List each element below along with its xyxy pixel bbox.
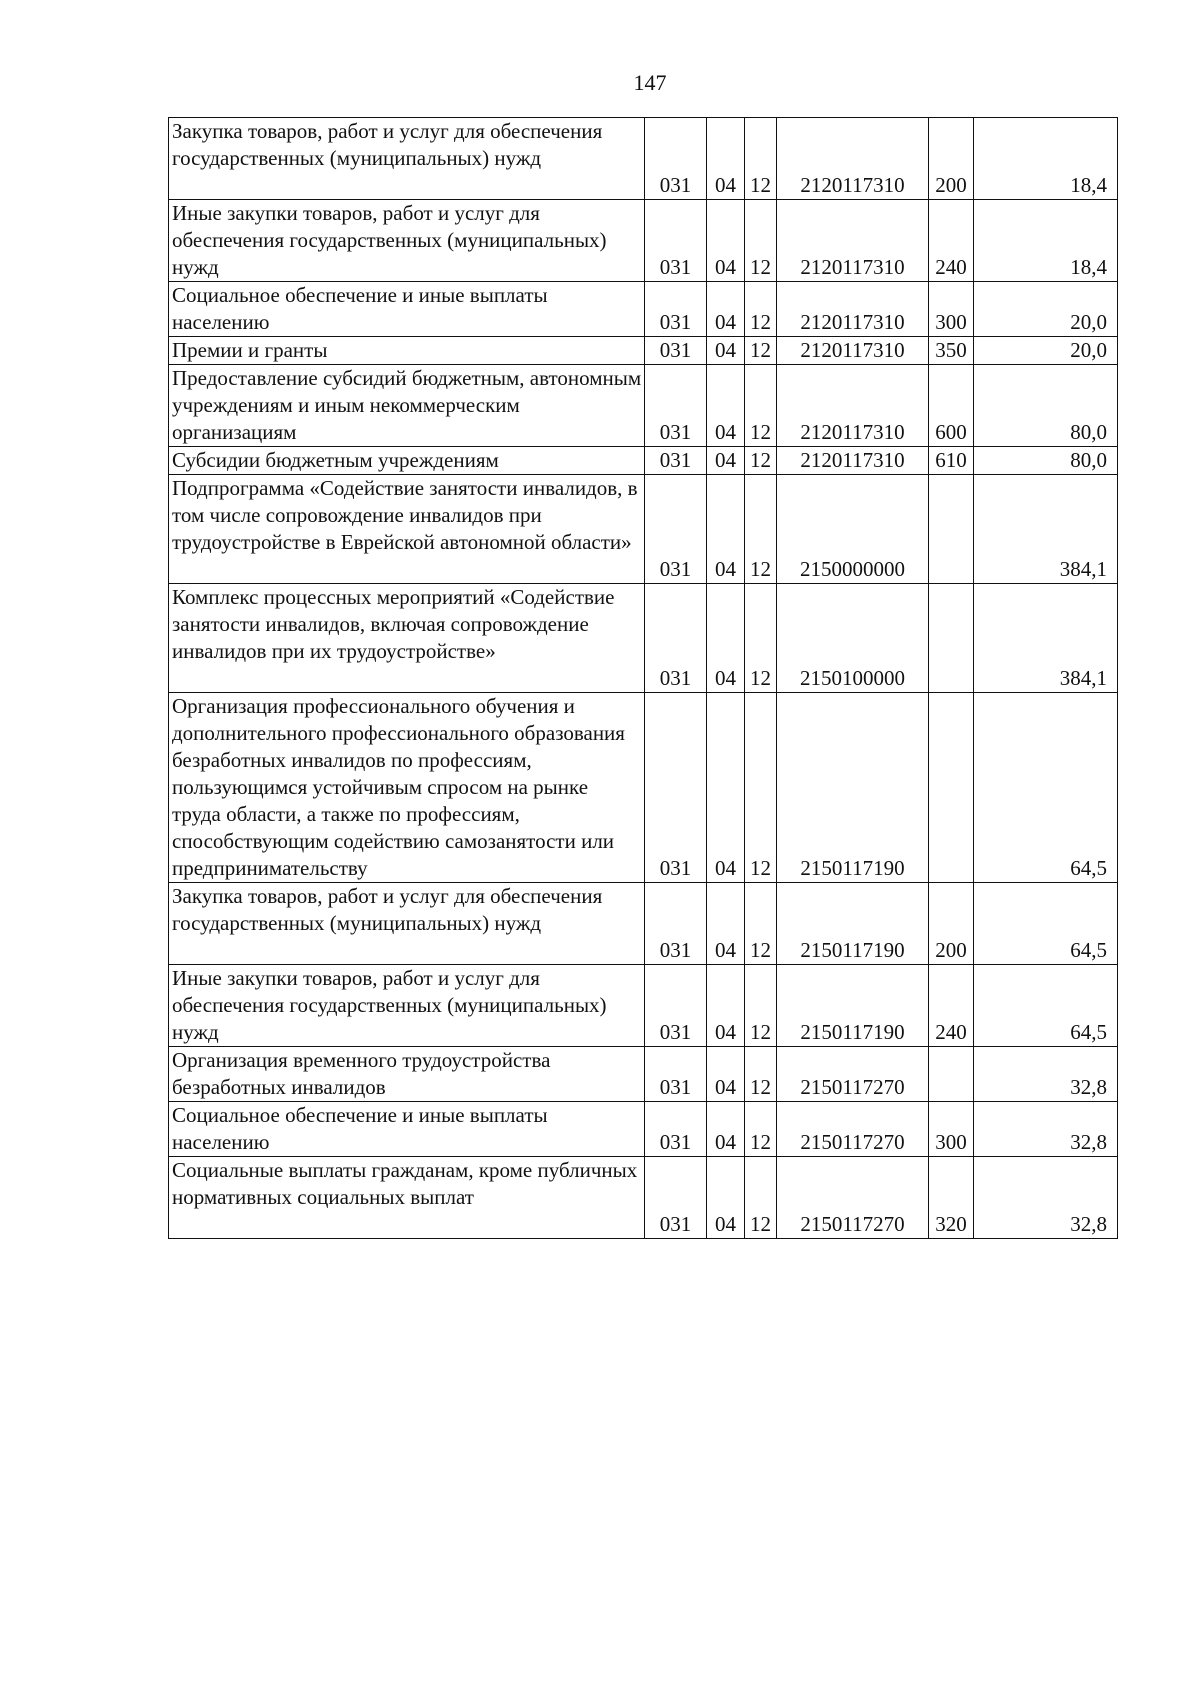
- table-row: [169, 1157, 1118, 1239]
- row-name: [169, 475, 645, 584]
- row-name-text: Социальное обеспечение и иные выплаты населению: [172, 283, 548, 334]
- row-section-code: 04: [707, 365, 745, 447]
- row-amount: 64,5: [974, 883, 1118, 965]
- table-row: [169, 1102, 1118, 1157]
- row-name-text: Комплекс процессных мероприятий «Содействие занятости инвалидов, включая сопровождение инвалидов при их трудоустройстве»: [172, 585, 615, 663]
- row-name: [169, 118, 645, 200]
- row-subsection-code: 12: [745, 693, 777, 883]
- row-name-text: Закупка товаров, работ и услуг для обеспечения государственных (муниципальных) нужд: [172, 119, 603, 170]
- row-target-code: 2150117190: [777, 965, 929, 1047]
- row-section-code: 04: [707, 1102, 745, 1157]
- row-name-text: Организация временного трудоустройства безработных инвалидов: [172, 1048, 551, 1099]
- table-row: [169, 965, 1118, 1047]
- row-expense-type-code: 240: [929, 200, 974, 282]
- row-name: [169, 200, 645, 282]
- row-expense-type-code: 240: [929, 965, 974, 1047]
- row-section-code: 04: [707, 447, 745, 475]
- row-name-text: Подпрограмма «Содействие занятости инвалидов, в том числе сопровождение инвалидов при трудоустройстве в Еврейской автономной области»: [172, 476, 638, 554]
- row-expense-type-code: 320: [929, 1157, 974, 1239]
- budget-table: [168, 117, 1118, 1239]
- table-row: [169, 883, 1118, 965]
- table-row: [169, 584, 1118, 693]
- row-grbs-code: 031: [645, 584, 707, 693]
- row-name-text: Социальные выплаты гражданам, кроме публичных нормативных социальных выплат: [172, 1158, 638, 1209]
- row-amount: 384,1: [974, 475, 1118, 584]
- row-target-code: 2120117310: [777, 200, 929, 282]
- table-row: [169, 1047, 1118, 1102]
- row-grbs-code: 031: [645, 447, 707, 475]
- row-name: [169, 365, 645, 447]
- table-row: [169, 365, 1118, 447]
- row-target-code: 2120117310: [777, 365, 929, 447]
- row-subsection-code: 12: [745, 282, 777, 337]
- row-expense-type-code: 200: [929, 883, 974, 965]
- table-row: [169, 447, 1118, 475]
- table-row: [169, 693, 1118, 883]
- row-amount: 64,5: [974, 693, 1118, 883]
- row-subsection-code: 12: [745, 1102, 777, 1157]
- row-section-code: 04: [707, 584, 745, 693]
- row-expense-type-code: 300: [929, 282, 974, 337]
- row-section-code: 04: [707, 282, 745, 337]
- row-target-code: 2150000000: [777, 475, 929, 584]
- row-grbs-code: 031: [645, 1047, 707, 1102]
- row-grbs-code: 031: [645, 282, 707, 337]
- row-section-code: 04: [707, 200, 745, 282]
- row-amount: 20,0: [974, 337, 1118, 365]
- row-name: [169, 1157, 645, 1239]
- row-amount: 20,0: [974, 282, 1118, 337]
- row-expense-type-code: 300: [929, 1102, 974, 1157]
- row-amount: 32,8: [974, 1047, 1118, 1102]
- row-section-code: 04: [707, 1047, 745, 1102]
- row-name-text: Организация профессионального обучения и дополнительного профессионального образования безработных инвалидов по профессиям, пользующимся устойчивым спросом на рынке труда области, а также по профессиям, способствующим содействию самозанятости или предпринимательству: [172, 694, 625, 880]
- row-grbs-code: 031: [645, 365, 707, 447]
- row-expense-type-code: 600: [929, 365, 974, 447]
- row-amount: 32,8: [974, 1157, 1118, 1239]
- table-row: [169, 337, 1118, 365]
- row-grbs-code: 031: [645, 200, 707, 282]
- row-subsection-code: 12: [745, 447, 777, 475]
- row-target-code: 2150117190: [777, 883, 929, 965]
- row-amount: 80,0: [974, 365, 1118, 447]
- row-name-text: Закупка товаров, работ и услуг для обеспечения государственных (муниципальных) нужд: [172, 884, 603, 935]
- row-section-code: 04: [707, 118, 745, 200]
- row-subsection-code: 12: [745, 883, 777, 965]
- row-expense-type-code: [929, 584, 974, 693]
- row-expense-type-code: [929, 1047, 974, 1102]
- row-grbs-code: 031: [645, 1157, 707, 1239]
- row-subsection-code: 12: [745, 337, 777, 365]
- row-amount: 32,8: [974, 1102, 1118, 1157]
- row-name-text: Иные закупки товаров, работ и услуг для обеспечения государственных (муниципальных) нужд: [172, 966, 607, 1044]
- row-amount: 64,5: [974, 965, 1118, 1047]
- row-grbs-code: 031: [645, 965, 707, 1047]
- row-section-code: 04: [707, 1157, 745, 1239]
- row-section-code: 04: [707, 883, 745, 965]
- row-name: [169, 282, 645, 337]
- row-target-code: 2120117310: [777, 282, 929, 337]
- row-target-code: 2150117270: [777, 1047, 929, 1102]
- row-target-code: 2150100000: [777, 584, 929, 693]
- row-name: [169, 447, 645, 475]
- row-name-text: Социальное обеспечение и иные выплаты населению: [172, 1103, 548, 1154]
- row-section-code: 04: [707, 475, 745, 584]
- row-subsection-code: 12: [745, 1157, 777, 1239]
- row-name: [169, 1102, 645, 1157]
- row-name-text: Иные закупки товаров, работ и услуг для обеспечения государственных (муниципальных) нужд: [172, 201, 607, 279]
- row-subsection-code: 12: [745, 1047, 777, 1102]
- row-grbs-code: 031: [645, 337, 707, 365]
- row-amount: 18,4: [974, 118, 1118, 200]
- row-grbs-code: 031: [645, 475, 707, 584]
- row-subsection-code: 12: [745, 475, 777, 584]
- row-subsection-code: 12: [745, 584, 777, 693]
- row-target-code: 2150117270: [777, 1157, 929, 1239]
- table-row: [169, 475, 1118, 584]
- row-subsection-code: 12: [745, 965, 777, 1047]
- table-row: [169, 282, 1118, 337]
- row-name: [169, 693, 645, 883]
- row-expense-type-code: 200: [929, 118, 974, 200]
- row-section-code: 04: [707, 693, 745, 883]
- row-expense-type-code: [929, 693, 974, 883]
- row-name-text: Премии и гранты: [172, 338, 328, 362]
- row-name-text: Предоставление субсидий бюджетным, автономным учреждениям и иным некоммерческим организациям: [172, 366, 642, 444]
- row-expense-type-code: 610: [929, 447, 974, 475]
- row-expense-type-code: [929, 475, 974, 584]
- row-name: [169, 584, 645, 693]
- row-name: [169, 883, 645, 965]
- row-subsection-code: 12: [745, 200, 777, 282]
- table-row: [169, 118, 1118, 200]
- row-subsection-code: 12: [745, 118, 777, 200]
- row-grbs-code: 031: [645, 883, 707, 965]
- row-section-code: 04: [707, 965, 745, 1047]
- row-name: [169, 337, 645, 365]
- row-target-code: 2150117270: [777, 1102, 929, 1157]
- row-target-code: 2120117310: [777, 447, 929, 475]
- row-target-code: 2150117190: [777, 693, 929, 883]
- row-grbs-code: 031: [645, 118, 707, 200]
- row-section-code: 04: [707, 337, 745, 365]
- row-target-code: 2120117310: [777, 118, 929, 200]
- row-amount: 80,0: [974, 447, 1118, 475]
- row-target-code: 2120117310: [777, 337, 929, 365]
- row-name-text: Субсидии бюджетным учреждениям: [172, 448, 499, 472]
- row-amount: 18,4: [974, 200, 1118, 282]
- row-amount: 384,1: [974, 584, 1118, 693]
- row-grbs-code: 031: [645, 1102, 707, 1157]
- page-number: 147: [633, 70, 667, 95]
- table-row: [169, 200, 1118, 282]
- row-expense-type-code: 350: [929, 337, 974, 365]
- row-name: [169, 965, 645, 1047]
- row-subsection-code: 12: [745, 365, 777, 447]
- row-grbs-code: 031: [645, 693, 707, 883]
- row-name: [169, 1047, 645, 1102]
